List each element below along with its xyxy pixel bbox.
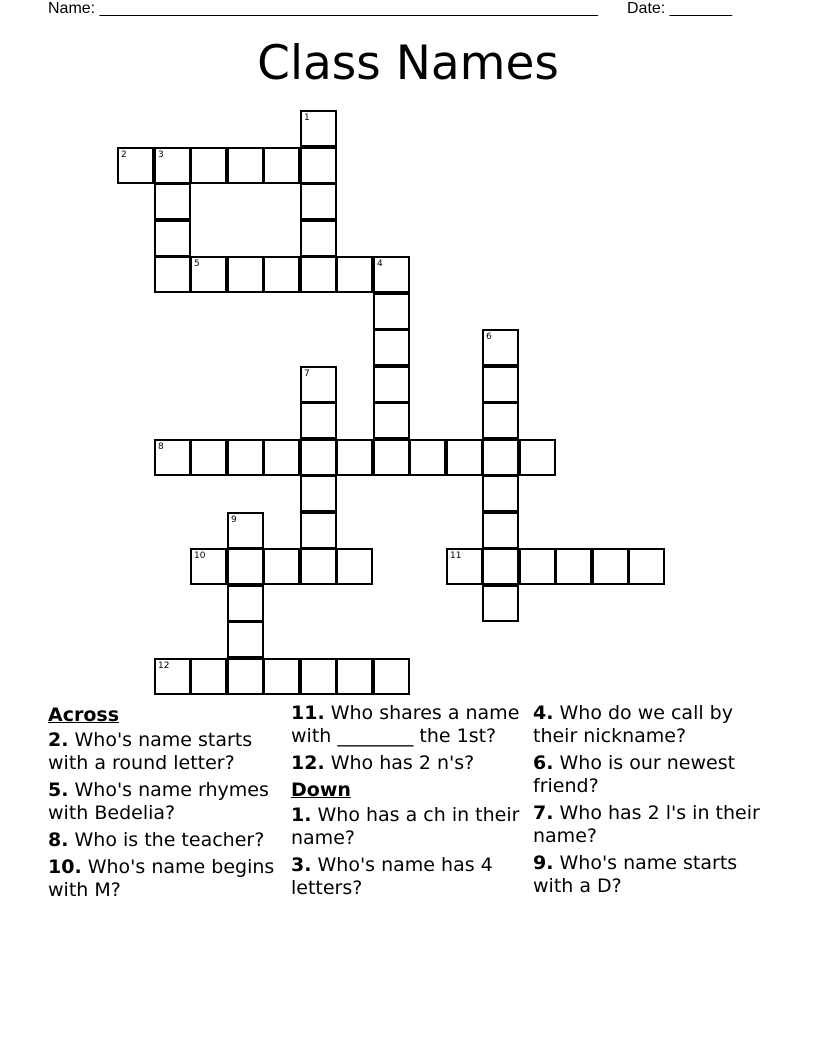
grid-cell[interactable] [154, 658, 191, 695]
grid-cell[interactable] [300, 402, 337, 439]
clue-item-text: Who's name rhymes with Bedelia? [48, 779, 269, 824]
grid-cell[interactable] [300, 512, 337, 549]
grid-cell[interactable] [300, 475, 337, 512]
grid-cell[interactable] [300, 658, 337, 695]
page-title: Class Names [257, 36, 559, 91]
grid-cell[interactable] [227, 512, 264, 549]
grid-cell[interactable] [482, 402, 519, 439]
clue-item-text: Who is our newest friend? [533, 752, 736, 797]
grid-cell[interactable] [227, 147, 264, 184]
grid-cell[interactable] [482, 329, 519, 366]
clue-item [48, 779, 280, 825]
grid-cell[interactable] [190, 439, 227, 476]
clue-column-2 [291, 702, 523, 904]
clue-item-number: 11. [291, 702, 325, 724]
clue-item-number: 8. [48, 829, 69, 851]
grid-cell[interactable] [154, 439, 191, 476]
clue-column-1 [48, 702, 280, 906]
grid-cell[interactable] [263, 658, 300, 695]
grid-cell[interactable] [154, 147, 191, 184]
clue-item-number: 1. [291, 804, 312, 826]
grid-cell[interactable] [117, 147, 154, 184]
grid-cell[interactable] [190, 256, 227, 293]
grid-cell[interactable] [300, 183, 337, 220]
clue-heading: Across [48, 704, 120, 726]
grid-cell[interactable] [154, 256, 191, 293]
grid-cell[interactable] [482, 439, 519, 476]
grid-cell[interactable] [227, 658, 264, 695]
grid-cell[interactable] [373, 293, 410, 330]
clue-number: 1 [304, 113, 310, 123]
grid-cell[interactable] [300, 439, 337, 476]
grid-cell[interactable] [482, 512, 519, 549]
grid-cell[interactable] [300, 366, 337, 403]
grid-cell[interactable] [336, 658, 373, 695]
clue-item [291, 854, 523, 900]
grid-cell[interactable] [154, 220, 191, 257]
grid-cell[interactable] [555, 548, 592, 585]
clue-item-number: 9. [533, 852, 554, 874]
grid-cell[interactable] [336, 256, 373, 293]
clue-number: 6 [486, 332, 492, 342]
clue-item [48, 829, 280, 852]
grid-cell[interactable] [263, 439, 300, 476]
grid-cell[interactable] [227, 256, 264, 293]
grid-cell[interactable] [300, 220, 337, 257]
clue-item-text: Who has 2 n's? [330, 752, 475, 774]
grid-cell[interactable] [300, 256, 337, 293]
clue-item-text: Who is the teacher? [74, 829, 265, 851]
clue-number: 3 [158, 150, 164, 160]
clue-item [291, 702, 523, 748]
clue-number: 11 [450, 551, 462, 561]
clue-number: 2 [121, 150, 127, 160]
grid-cell[interactable] [519, 439, 556, 476]
grid-cell[interactable] [263, 548, 300, 585]
clue-item [291, 804, 523, 850]
grid-cell[interactable] [373, 329, 410, 366]
grid-cell[interactable] [482, 585, 519, 622]
clue-item-text: Who do we call by their nickname? [533, 702, 733, 747]
grid-cell[interactable] [482, 366, 519, 403]
clue-item [533, 802, 765, 848]
grid-cell[interactable] [373, 658, 410, 695]
clue-item [533, 852, 765, 898]
clue-item [291, 752, 523, 775]
clue-item-text: Who's name starts with a round letter? [48, 729, 253, 774]
name-field[interactable]: Name: ________________________________________________________ [48, 0, 598, 17]
clue-number: 10 [194, 551, 206, 561]
grid-cell[interactable] [300, 548, 337, 585]
grid-cell[interactable] [628, 548, 665, 585]
clue-item [533, 702, 765, 748]
clue-item-text: Who has 2 l's in their name? [533, 802, 760, 847]
grid-cell[interactable] [336, 548, 373, 585]
clue-number: 8 [158, 442, 164, 452]
grid-cell[interactable] [190, 548, 227, 585]
grid-cell[interactable] [446, 439, 483, 476]
grid-cell[interactable] [409, 439, 446, 476]
grid-cell[interactable] [373, 439, 410, 476]
date-field[interactable]: Date: _______ [627, 0, 732, 17]
grid-cell[interactable] [190, 658, 227, 695]
clue-item [48, 729, 280, 775]
clue-item [48, 856, 280, 902]
clue-number: 7 [304, 369, 310, 379]
grid-cell[interactable] [227, 548, 264, 585]
grid-cell[interactable] [263, 147, 300, 184]
clue-item-text: Who shares a name with ________ the 1st? [291, 702, 520, 747]
clue-item-text: Who's name starts with a D? [533, 852, 738, 897]
clue-item-number: 4. [533, 702, 554, 724]
grid-cell[interactable] [446, 548, 483, 585]
grid-cell[interactable] [336, 439, 373, 476]
clue-number: 12 [158, 661, 170, 671]
grid-cell[interactable] [263, 256, 300, 293]
clue-column-3 [533, 702, 765, 902]
grid-cell[interactable] [227, 621, 264, 658]
clue-item-number: 3. [291, 854, 312, 876]
grid-cell[interactable] [373, 256, 410, 293]
clue-item-number: 7. [533, 802, 554, 824]
clue-item-number: 2. [48, 729, 69, 751]
grid-cell[interactable] [373, 402, 410, 439]
grid-cell[interactable] [373, 366, 410, 403]
clue-item-number: 10. [48, 856, 82, 878]
clue-item-number: 12. [291, 752, 325, 774]
clue-item [533, 752, 765, 798]
grid-cell[interactable] [482, 548, 519, 585]
grid-cell[interactable] [227, 585, 264, 622]
clue-number: 5 [194, 259, 200, 269]
grid-cell[interactable] [592, 548, 629, 585]
grid-cell[interactable] [190, 147, 227, 184]
grid-cell[interactable] [300, 110, 337, 147]
clue-heading: Down [291, 779, 351, 801]
grid-cell[interactable] [300, 147, 337, 184]
clue-item-text: Who has a ch in their name? [291, 804, 520, 849]
clue-item-number: 6. [533, 752, 554, 774]
clue-number: 9 [231, 515, 237, 525]
clue-item-text: Who's name has 4 letters? [291, 854, 493, 899]
clue-item-number: 5. [48, 779, 69, 801]
grid-cell[interactable] [154, 183, 191, 220]
clue-number: 4 [377, 259, 383, 269]
grid-cell[interactable] [227, 439, 264, 476]
grid-cell[interactable] [519, 548, 556, 585]
clue-item-text: Who's name begins with M? [48, 856, 275, 901]
grid-cell[interactable] [482, 475, 519, 512]
